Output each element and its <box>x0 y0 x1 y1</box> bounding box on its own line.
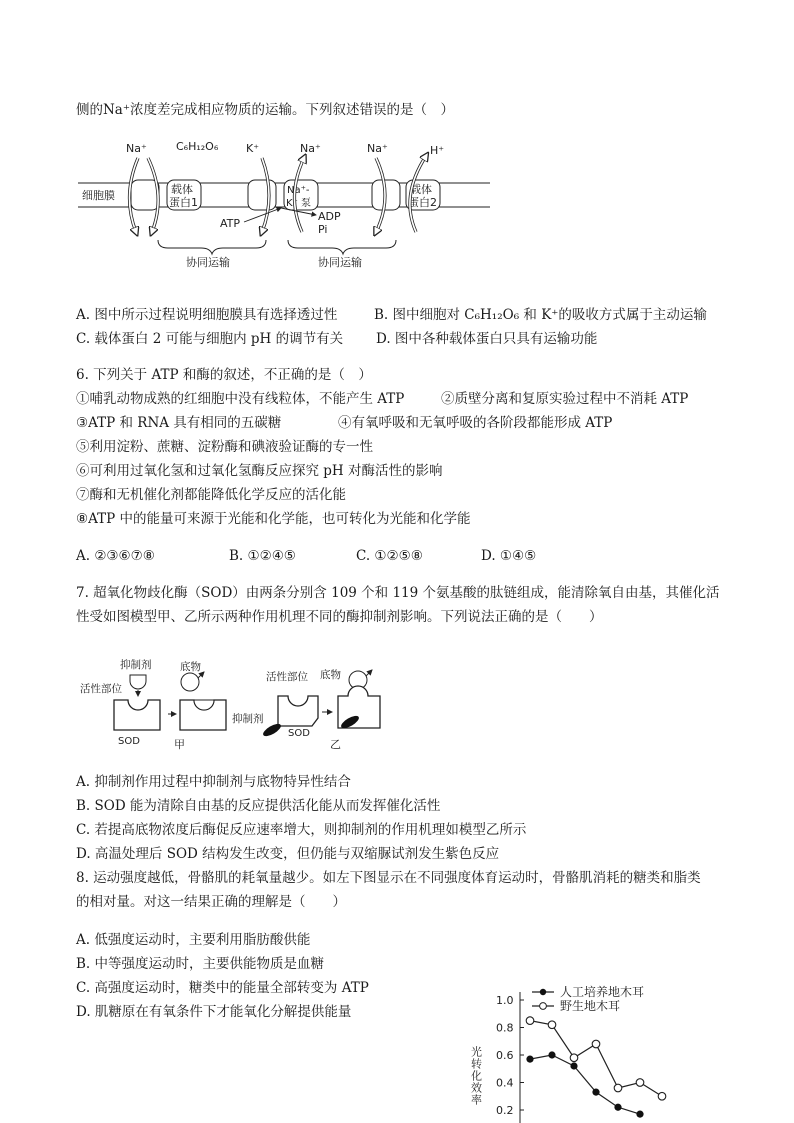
na-label-3: Na⁺ <box>367 142 388 155</box>
inhibitor-shape-jia <box>130 675 146 689</box>
q6-item-3: ③ATP 和 RNA 具有相同的五碳糖 <box>76 415 282 431</box>
na-label-1: Na⁺ <box>126 142 147 155</box>
model-label-jia: 甲 <box>174 738 185 751</box>
series-line-1 <box>530 1055 640 1114</box>
carrier2-label-a: 载体 <box>410 183 432 196</box>
point-filled <box>526 1056 533 1063</box>
q5-option-b: B. 图中细胞对 C₆H₁₂O₆ 和 K⁺的吸收方式属于主动运输 <box>374 307 707 323</box>
carrier1-label-a: 载体 <box>171 183 193 196</box>
substrate-label-jia: 底物 <box>180 661 201 673</box>
carrier1-label-b: 蛋白1 <box>169 196 198 209</box>
point-open <box>570 1054 578 1062</box>
q7-option-c: C. 若提高底物浓度后酶促反应速率增大，则抑制剂的作用机理如模型乙所示 <box>76 822 527 838</box>
inhibitor-label-jia: 抑制剂 <box>120 659 152 671</box>
q6-item-7: ⑦酶和无机催化剂都能降低化学反应的活化能 <box>76 487 346 503</box>
q6-item-6: ⑥可利用过氧化氢和过氧化氢酶反应探究 pH 对酶活性的影响 <box>76 463 443 479</box>
efficiency-chart <box>466 980 690 1123</box>
h-label: H⁺ <box>430 144 445 157</box>
q6-option-c: C. ①②⑤⑧ <box>356 548 423 564</box>
q7-stem-1: 7. 超氧化物歧化酶（SOD）由两条分别含 109 个和 119 个氨基酸的肽链组成，能清除氧自由基，其催化活 <box>76 585 720 601</box>
y-tick-label: 0.8 <box>496 1021 514 1035</box>
sod-label-jia: SOD <box>118 736 140 747</box>
q8-option-b: B. 中等强度运动时，主要供能物质是血糖 <box>76 956 325 972</box>
pi-label: Pi <box>318 223 328 236</box>
cotransport-label-1: 协同运输 <box>186 256 230 269</box>
y-tick-label: 0.2 <box>496 1104 514 1117</box>
cotransport-label-2: 协同运输 <box>318 256 362 269</box>
q5-option-d: D. 图中各种载体蛋白只具有运输功能 <box>376 331 598 347</box>
q6-item-8: ⑧ATP 中的能量可来源于光能和化学能，也可转化为光能和化学能 <box>76 511 471 527</box>
membrane-transport-figure <box>76 136 506 272</box>
k-label: K⁺ <box>246 142 260 155</box>
q5-option-c: C. 载体蛋白 2 可能与细胞内 pH 的调节有关 <box>76 331 344 347</box>
sod-enzyme-jia <box>114 700 160 730</box>
sod-enzyme-yi <box>278 696 318 726</box>
legend-label-1: 人工培养地木耳 <box>560 985 645 999</box>
q8-option-c: C. 高强度运动时，糖类中的能量全部转变为 ATP <box>76 980 369 996</box>
q6-option-a: A. ②③⑥⑦⑧ <box>76 548 155 564</box>
legend-label-2: 野生地木耳 <box>560 999 621 1013</box>
enzyme-inhibitor-figure <box>76 652 416 757</box>
point-open <box>658 1092 666 1100</box>
inhibitor-label-yi: 抑制剂 <box>232 713 264 725</box>
q6-item-1: ①哺乳动物成熟的红细胞中没有线粒体，不能产生 ATP <box>76 391 405 407</box>
substrate-label-yi: 底物 <box>320 669 341 681</box>
y-tick-label: 1.0 <box>496 994 514 1007</box>
brace-1 <box>158 240 266 254</box>
q6-item-2: ②质壁分离和复原实验过程中不消耗 ATP <box>441 391 689 407</box>
sod-label-yi: SOD <box>288 728 310 739</box>
y-axis-label: 光转化效率 <box>469 1046 483 1106</box>
q6-option-d: D. ①④⑤ <box>481 548 537 564</box>
adp-label: ADP <box>318 210 341 223</box>
q7-option-b: B. SOD 能为清除自由基的反应提供活化能从而发挥催化活性 <box>76 798 441 814</box>
substrate-shape-jia <box>181 673 199 691</box>
q7-option-a: A. 抑制剂作用过程中抑制剂与底物特异性结合 <box>76 774 351 790</box>
active-site-label-jia: 活性部位 <box>80 683 122 695</box>
model-label-yi: 乙 <box>330 738 341 751</box>
pump-label-a: Na⁺- <box>287 185 310 196</box>
y-tick-label: 0.4 <box>496 1076 514 1090</box>
point-open <box>526 1017 534 1025</box>
atp-label: ATP <box>220 217 241 230</box>
q6-option-b: B. ①②④⑤ <box>229 548 296 564</box>
point-open <box>548 1021 556 1029</box>
y-tick-label: 0.6 <box>496 1049 514 1062</box>
q8-stem-2: 的相对量。对这一结果正确的理解是（ ） <box>76 894 346 910</box>
point-filled <box>614 1104 621 1111</box>
q8-option-d: D. 肌糖原在有氧条件下才能氧化分解提供能量 <box>76 1004 352 1020</box>
point-open <box>636 1079 644 1087</box>
q6-item-5: ⑤利用淀粉、蔗糖、淀粉酶和碘液验证酶的专一性 <box>76 439 373 455</box>
q5-stem-tail: 侧的Na⁺浓度差完成相应物质的运输。下列叙述错误的是（ ） <box>76 102 454 118</box>
q5-option-a: A. 图中所示过程说明细胞膜具有选择透过性 <box>76 307 338 323</box>
point-filled <box>592 1089 599 1096</box>
q6-stem: 6. 下列关于 ATP 和酶的叙述，不正确的是（ ） <box>76 367 372 383</box>
brace-2 <box>288 240 396 254</box>
point-filled <box>570 1062 577 1069</box>
channel-protein-1 <box>131 180 159 210</box>
point-filled <box>548 1051 555 1058</box>
q6-item-4: ④有氧呼吸和无氧呼吸的各阶段都能形成 ATP <box>338 415 613 431</box>
point-filled <box>636 1111 643 1118</box>
carrier2-label-b: 蛋白2 <box>408 196 437 209</box>
point-open <box>614 1084 622 1092</box>
q7-option-d: D. 高温处理后 SOD 结构发生改变，但仍能与双缩脲试剂发生紫色反应 <box>76 846 500 862</box>
na-label-2: Na⁺ <box>300 142 321 155</box>
glucose-label: C₆H₁₂O₆ <box>176 140 219 153</box>
legend-marker-open <box>540 1003 547 1010</box>
membrane-label: 细胞膜 <box>82 189 115 202</box>
q7-stem-2: 性受如图模型甲、乙所示两种作用机理不同的酶抑制剂影响。下列说法正确的是（ ） <box>76 609 603 625</box>
active-site-label-yi: 活性部位 <box>266 671 308 683</box>
legend-marker-filled <box>540 989 546 995</box>
q8-option-a: A. 低强度运动时，主要利用脂肪酸供能 <box>76 932 311 948</box>
point-open <box>592 1040 600 1048</box>
pump-label-b: K⁺ 泵 <box>286 198 312 209</box>
channel-protein-2 <box>248 180 276 210</box>
q8-stem-1: 8. 运动强度越低，骨骼肌的耗氧量越少。如左下图显示在不同强度体育运动时，骨骼肌消耗的糖类和脂类 <box>76 870 701 886</box>
